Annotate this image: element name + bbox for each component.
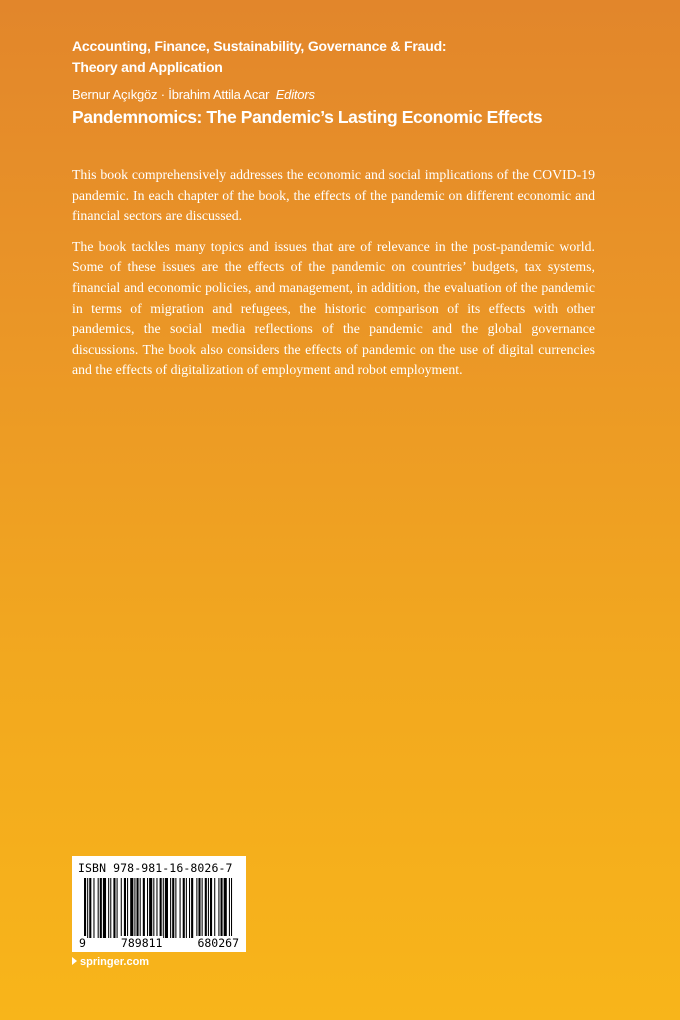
barcode-bar: [172, 878, 174, 938]
series-title-line-1: Accounting, Finance, Sustainability, Governance & Fraud:: [72, 38, 447, 54]
barcode-bar: [221, 878, 223, 938]
barcode-bar: [175, 878, 176, 938]
barcode-bar: [121, 878, 122, 938]
barcode-bar: [218, 878, 219, 938]
barcode-bar: [210, 878, 212, 938]
barcode-lead-digit: 9: [79, 936, 86, 950]
barcode-bar: [149, 878, 152, 938]
barcode-bar: [224, 878, 227, 938]
description-paragraph-1: This book comprehensively addresses the economic and social implications of the COVID-19 pandemic. In each chapter of the book, the effects of the pandemic on different economic and financial sectors are discussed.: [72, 167, 595, 224]
barcode-bar: [156, 878, 157, 938]
barcode-bar: [198, 878, 200, 938]
barcode-bar: [143, 878, 145, 938]
publisher-website-label: springer.com: [80, 956, 150, 968]
barcode-bar: [110, 878, 111, 938]
isbn-label: ISBN 978-981-16-8026-7: [78, 861, 233, 875]
barcode-bar: [186, 878, 187, 938]
barcode-bar: [140, 878, 141, 938]
publisher-website[interactable]: [72, 956, 149, 968]
isbn-barcode-box: [72, 856, 246, 952]
barcode-bar: [229, 878, 230, 938]
barcode-bar: [163, 878, 164, 938]
barcode-bar: [214, 878, 215, 938]
editors-line: [72, 87, 315, 102]
barcode-bar: [100, 878, 102, 938]
barcode-icon: [78, 878, 240, 938]
barcode-bar: [205, 878, 207, 938]
barcode-bar: [160, 878, 162, 938]
barcode-bar: [189, 878, 190, 938]
barcode-bar: [137, 878, 139, 938]
barcode-bar: [196, 878, 197, 938]
description-paragraph-2: The book tackles many topics and issues that are of relevance in the post-pandemic world. Some of these issues are the effects of the pandemic on countries’ budgets, tax systems, financial and economic policies, and management, in addition, the evaluation of the pandemic in terms of migration and refugees, the historic comparison of its effects with other pandemics, the social media reflections of the pandemic and the global governance discussions. The book also considers the effects of pandemic on the use of digital currencies and the effects of digitalization of employment and robot employment.: [72, 238, 595, 378]
barcode-bar: [208, 878, 209, 938]
barcode-bar: [127, 878, 128, 938]
barcode-bar: [117, 878, 118, 938]
barcode-bar: [165, 878, 168, 938]
barcode-digits: [78, 936, 240, 950]
barcode-bar: [124, 878, 126, 938]
barcode-bar: [93, 878, 94, 938]
barcode-bar: [202, 878, 203, 938]
barcode-bar: [98, 878, 99, 938]
barcode-digit-group-2: 680267: [197, 936, 239, 950]
barcode-bar: [113, 878, 115, 938]
barcode-bar: [89, 878, 91, 938]
editor-names: Bernur Açıkgöz · İbrahim Attila Acar: [72, 87, 270, 102]
arrow-right-icon: [72, 957, 77, 965]
editors-role: Editors: [275, 87, 315, 102]
barcode-bar: [191, 878, 193, 938]
barcode-bar: [134, 878, 135, 938]
barcode-bar: [183, 878, 185, 938]
barcode-bar: [180, 878, 181, 938]
barcode-bar: [147, 878, 148, 938]
barcode-bar: [103, 878, 106, 938]
barcode-bar: [153, 878, 154, 938]
series-title: [72, 36, 446, 78]
barcode-bar: [87, 878, 88, 938]
barcode-bar: [84, 878, 86, 938]
barcode-bar: [130, 878, 133, 938]
barcode-bar: [108, 878, 109, 938]
series-title-line-2: Theory and Application: [72, 59, 223, 75]
barcode-bar: [170, 878, 171, 938]
barcode-digit-group-1: 789811: [120, 936, 163, 950]
book-description: [72, 165, 595, 391]
barcode-bar: [231, 878, 232, 938]
book-title: Pandemnomics: The Pandemic’s Lasting Economic Effects: [72, 107, 543, 127]
